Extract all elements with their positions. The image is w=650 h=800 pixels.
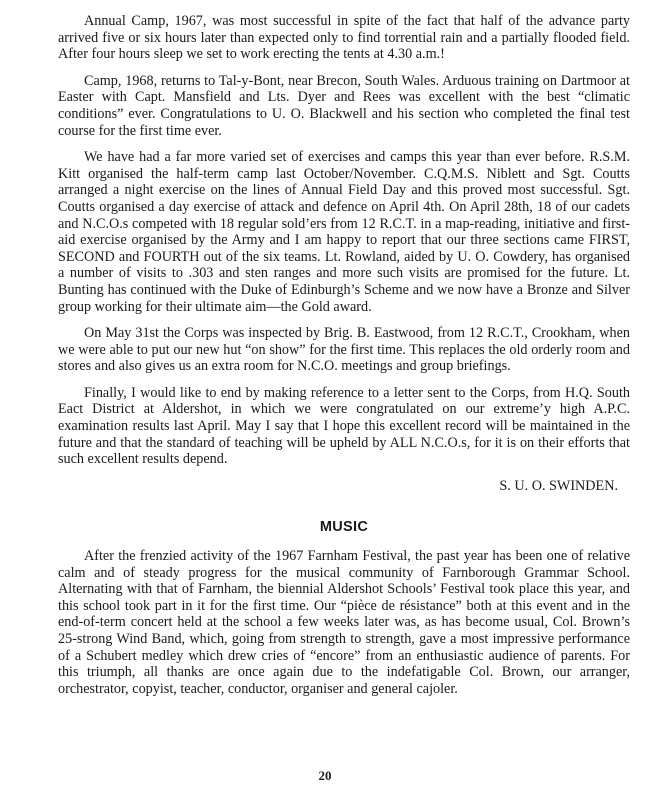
paragraph-music: After the frenzied activity of the 1967 Farnham Festival, the past year has been one of relative calm and of steady progress for the musical community of Farnborough Grammar School. Alternating with that of Farnham, the biennial Aldershot Schools’ Festival took place this year, and this school took part in it for the first time. Our “pièce de résistance” both at this event and in the end-of-term concert held at the school a few weeks later was, as has become usual, Col. Brown’s 25-strong Wind Band, which, going from strength to strength, gave a most impressive performance of a Schubert medley which drew cries of “encore” from an enthusiastic audience of parents. For this triumph, all thanks are once again due to the indefatigable Col. Brown, our arranger, orchestrator, copyist, teacher, conductor, organiser and general cajoler. [58, 548, 630, 697]
signature: S. U. O. SWINDEN. [499, 477, 618, 494]
paragraph-exercises: We have had a far more varied set of exercises and camps this year than ever before. R.S.M. Kitt organised the half-term camp last October/November. C.Q.M.S. Niblett and Sgt. Coutts arranged a night exercise on the lines of Annual Field Day and this proved most successful. Sgt. Coutts organised a day exercise of attack and defence on April 4th. On April 28th, 18 of our cadets and N.C.O.s competed with 18 regular sold’ers from 12 R.C.T. in a map-reading, initiative and first-aid exercise organised by the Army and I am happy to report that our three sections came FIRST, SECOND and FOURTH out of the six teams. Lt. Rowland, aided by U. O. Cowdery, has organised a number of visits to .303 and sten ranges and more such visits are promised for the future. Lt. Bunting has continued with the Duke of Edinburgh’s Scheme and we now have a Bronze and Silver group working for their ultimate aim—the Gold award. [58, 149, 630, 315]
text-column [58, 13, 630, 697]
paragraph-annual-camp: Annual Camp, 1967, was most successful in spite of the fact that half of the advance party arrived five or six hours later than expected only to find torrential rain and a partially flooded field. After four hours sleep we set to work erecting the tents at 4.30 a.m.! [58, 13, 630, 63]
paragraph-inspection: On May 31st the Corps was inspected by Brig. B. Eastwood, from 12 R.C.T., Crookham, when we were able to put our new hut “on show” for the first time. This replaces the old orderly room and stores and also gives us an extra room for N.C.O. meetings and group briefings. [58, 325, 630, 375]
paragraph-camp-1968: Camp, 1968, returns to Tal-y-Bont, near Brecon, South Wales. Arduous training on Dartmoor at Easter with Capt. Mansfield and Lts. Dyer and Rees was excellent with the best “climatic conditions” ever. Congratulations to U. O. Blackwell and his section who completed the final test course for the first time ever. [58, 72, 630, 139]
page-number: 20 [318, 768, 332, 783]
section-heading-music: MUSIC [319, 519, 369, 536]
paragraph-finally: Finally, I would like to end by making reference to a letter sent to the Corps, from H.Q. South Eact District at Aldershot, in which we were congratulated on our extreme’y high A.P.C. examination results last April. May I say that I hope this excellent record will be maintained in the future and that the standard of teaching will be upheld by ALL N.C.O.s, for it is on their efforts that such excellent results depend. [58, 384, 630, 468]
